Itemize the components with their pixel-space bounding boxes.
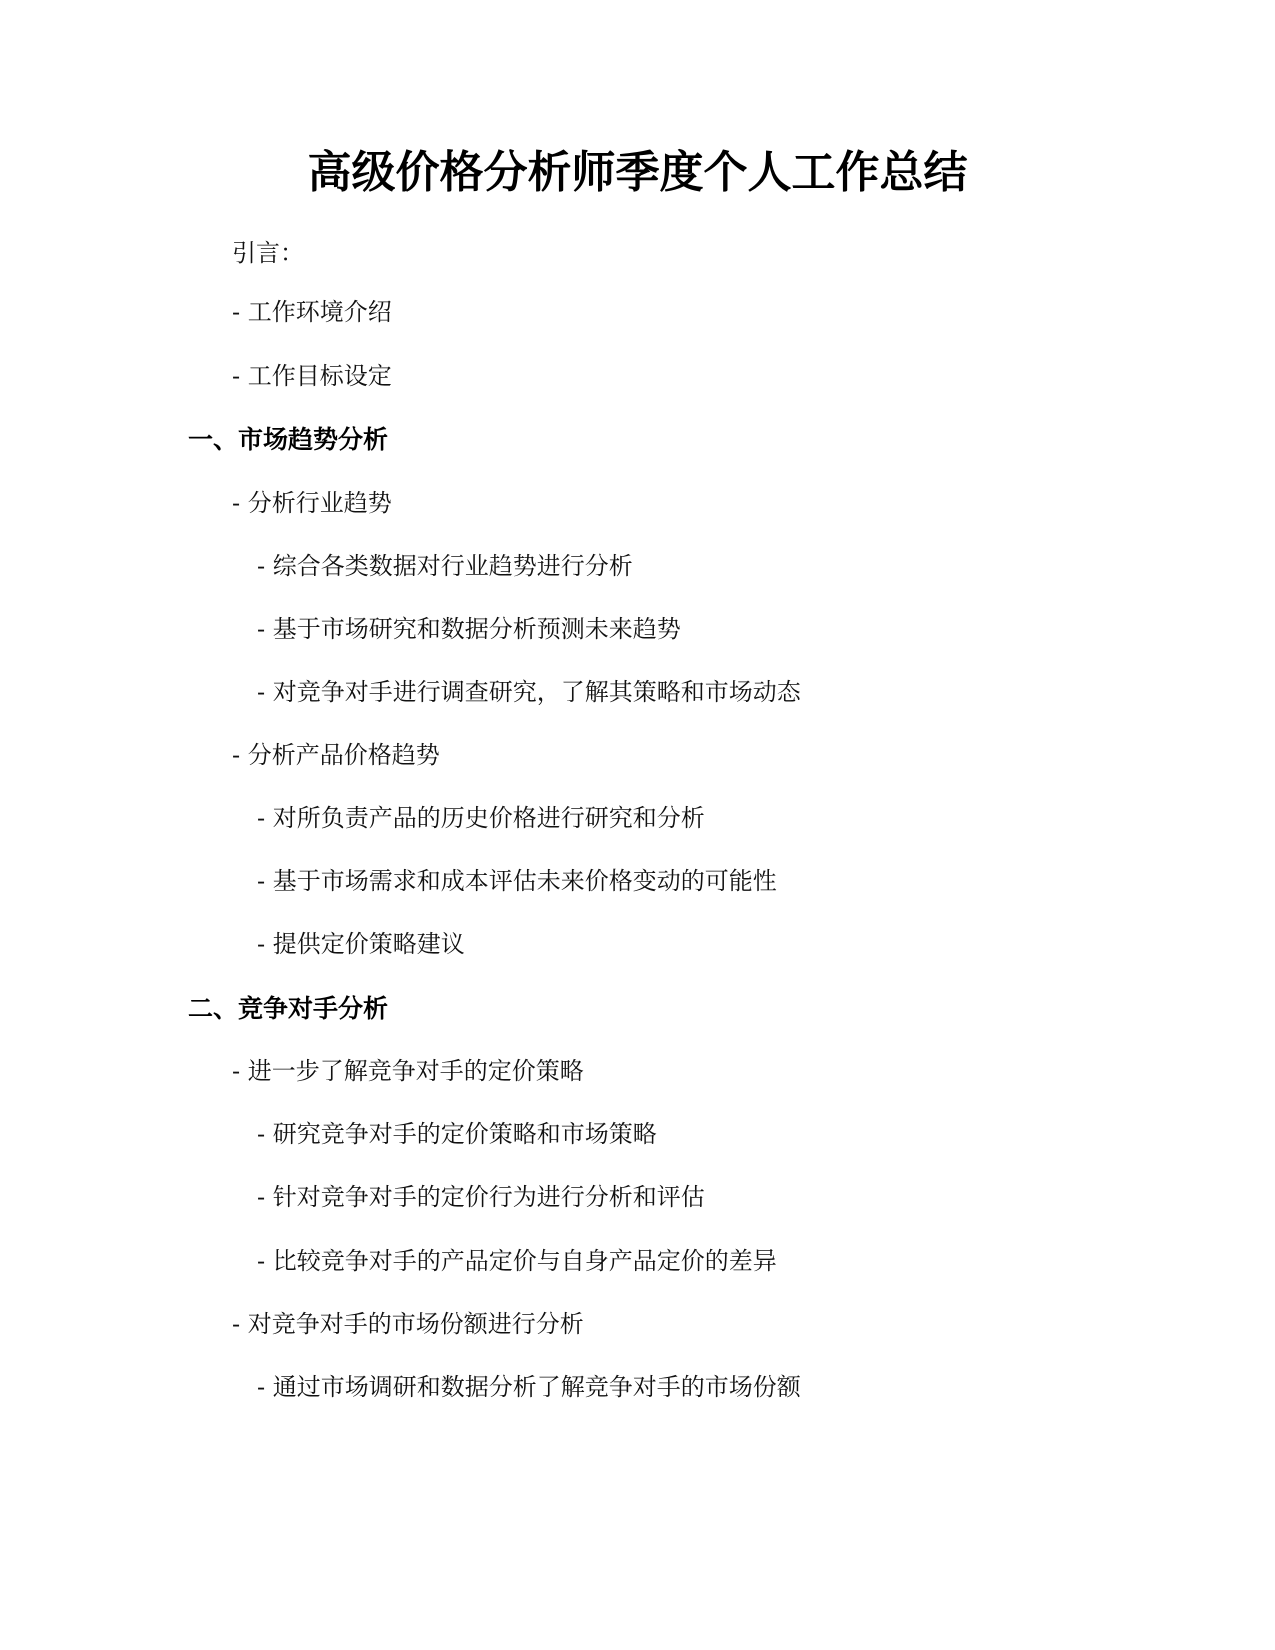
- sub-list-item: - 通过市场调研和数据分析了解竞争对手的市场份额: [257, 1373, 801, 1401]
- sub-list-item: - 比较竞争对手的产品定价与自身产品定价的差异: [257, 1247, 777, 1275]
- section-heading: 一、市场趋势分析: [188, 425, 389, 454]
- intro-label: 引言：: [232, 239, 304, 267]
- sub-list-item: - 基于市场需求和成本评估未来价格变动的可能性: [257, 867, 777, 895]
- list-item: - 分析行业趋势: [232, 489, 392, 517]
- sub-list-item: - 基于市场研究和数据分析预测未来趋势: [257, 615, 681, 643]
- section-heading: 二、竞争对手分析: [188, 994, 389, 1023]
- sub-list-item: - 对竞争对手进行调查研究，了解其策略和市场动态: [257, 678, 801, 706]
- intro-item: - 工作目标设定: [232, 362, 392, 390]
- list-item: - 分析产品价格趋势: [232, 741, 440, 769]
- list-item: - 对竞争对手的市场份额进行分析: [232, 1310, 584, 1338]
- sub-list-item: - 提供定价策略建议: [257, 930, 465, 958]
- sub-list-item: - 研究竞争对手的定价策略和市场策略: [257, 1120, 657, 1148]
- sub-list-item: - 针对竞争对手的定价行为进行分析和评估: [257, 1183, 705, 1211]
- sub-list-item: - 综合各类数据对行业趋势进行分析: [257, 552, 633, 580]
- intro-item: - 工作环境介绍: [232, 298, 392, 326]
- document-title: 高级价格分析师季度个人工作总结: [307, 147, 968, 198]
- sub-list-item: - 对所负责产品的历史价格进行研究和分析: [257, 804, 705, 832]
- list-item: - 进一步了解竞争对手的定价策略: [232, 1057, 584, 1085]
